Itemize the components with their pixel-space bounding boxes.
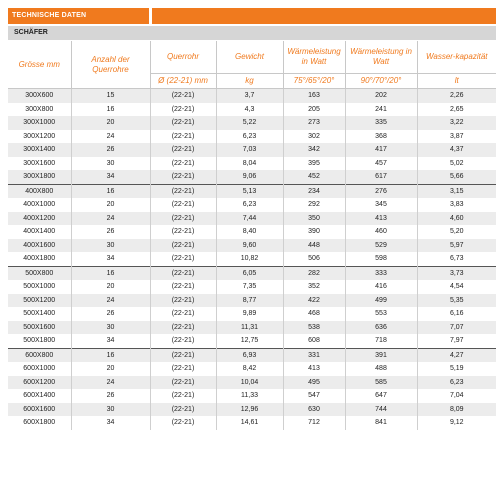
cell-tube: (22-21): [150, 348, 216, 362]
table-row: [8, 184, 496, 198]
cell-size: 600X1000: [8, 362, 71, 376]
title-bar: [8, 8, 496, 24]
cell-output-75: 422: [283, 294, 345, 308]
table-row: [8, 252, 496, 266]
cell-tube-count: 30: [71, 321, 150, 335]
cell-tube: (22-21): [150, 376, 216, 390]
col-header-output-75: Wärmeleistung in Watt: [283, 41, 345, 74]
spec-table-body: [8, 89, 496, 430]
table-row: [8, 157, 496, 171]
cell-output-75: 712: [283, 416, 345, 430]
cell-water-capacity: 5,20: [417, 225, 496, 239]
cell-tube-count: 34: [71, 170, 150, 184]
cell-output-75: 395: [283, 157, 345, 171]
unit-output-90: 90°/70°/20°: [345, 74, 417, 89]
cell-output-75: 538: [283, 321, 345, 335]
cell-weight: 14,61: [216, 416, 283, 430]
cell-size: 400X1200: [8, 212, 71, 226]
table-row: [8, 294, 496, 308]
table-row: [8, 212, 496, 226]
cell-tube: (22-21): [150, 116, 216, 130]
cell-weight: 3,7: [216, 89, 283, 103]
cell-output-75: 630: [283, 403, 345, 417]
table-row: [8, 239, 496, 253]
cell-water-capacity: 3,22: [417, 116, 496, 130]
cell-size: 300X1400: [8, 143, 71, 157]
cell-output-90: 202: [345, 89, 417, 103]
cell-output-90: 617: [345, 170, 417, 184]
table-row: [8, 89, 496, 103]
cell-output-90: 841: [345, 416, 417, 430]
cell-tube-count: 24: [71, 212, 150, 226]
cell-tube-count: 20: [71, 198, 150, 212]
cell-water-capacity: 5,97: [417, 239, 496, 253]
cell-output-90: 368: [345, 130, 417, 144]
cell-tube: (22-21): [150, 184, 216, 198]
col-header-water-capacity: Wasser-kapazität: [417, 41, 496, 74]
cell-size: 300X800: [8, 103, 71, 117]
cell-size: 300X1800: [8, 170, 71, 184]
cell-tube-count: 26: [71, 225, 150, 239]
cell-tube: (22-21): [150, 225, 216, 239]
cell-tube-count: 34: [71, 416, 150, 430]
cell-output-75: 163: [283, 89, 345, 103]
cell-weight: 7,35: [216, 280, 283, 294]
cell-tube-count: 34: [71, 252, 150, 266]
cell-weight: 9,89: [216, 307, 283, 321]
cell-water-capacity: 4,54: [417, 280, 496, 294]
cell-output-90: 585: [345, 376, 417, 390]
cell-tube: (22-21): [150, 198, 216, 212]
cell-weight: 10,82: [216, 252, 283, 266]
cell-water-capacity: 7,97: [417, 334, 496, 348]
cell-output-90: 553: [345, 307, 417, 321]
cell-output-90: 636: [345, 321, 417, 335]
cell-output-90: 276: [345, 184, 417, 198]
cell-tube-count: 34: [71, 334, 150, 348]
cell-water-capacity: 5,02: [417, 157, 496, 171]
cell-tube: (22-21): [150, 157, 216, 171]
cell-tube-count: 20: [71, 362, 150, 376]
cell-weight: 4,3: [216, 103, 283, 117]
cell-output-75: 234: [283, 184, 345, 198]
cell-tube-count: 15: [71, 89, 150, 103]
cell-output-75: 282: [283, 266, 345, 280]
cell-weight: 8,40: [216, 225, 283, 239]
cell-water-capacity: 3,73: [417, 266, 496, 280]
table-row: [8, 198, 496, 212]
cell-output-90: 241: [345, 103, 417, 117]
table-row: [8, 321, 496, 335]
cell-size: 400X800: [8, 184, 71, 198]
cell-output-75: 350: [283, 212, 345, 226]
cell-weight: 7,44: [216, 212, 283, 226]
cell-water-capacity: 3,15: [417, 184, 496, 198]
cell-weight: 7,03: [216, 143, 283, 157]
unit-output-75: 75°/65°/20°: [283, 74, 345, 89]
table-row: [8, 376, 496, 390]
spec-table-header: [8, 41, 496, 89]
cell-output-75: 448: [283, 239, 345, 253]
cell-tube: (22-21): [150, 103, 216, 117]
cell-water-capacity: 3,87: [417, 130, 496, 144]
cell-water-capacity: 2,65: [417, 103, 496, 117]
cell-tube: (22-21): [150, 280, 216, 294]
cell-water-capacity: 5,66: [417, 170, 496, 184]
cell-tube: (22-21): [150, 89, 216, 103]
cell-weight: 5,22: [216, 116, 283, 130]
table-row: [8, 225, 496, 239]
cell-tube: (22-21): [150, 239, 216, 253]
cell-output-90: 416: [345, 280, 417, 294]
cell-size: 400X1400: [8, 225, 71, 239]
table-row: [8, 348, 496, 362]
cell-weight: 8,77: [216, 294, 283, 308]
cell-water-capacity: 5,19: [417, 362, 496, 376]
cell-output-75: 205: [283, 103, 345, 117]
cell-size: 600X1200: [8, 376, 71, 390]
cell-output-75: 390: [283, 225, 345, 239]
title-bar-fill: [152, 8, 496, 24]
cell-output-75: 331: [283, 348, 345, 362]
table-row: [8, 143, 496, 157]
cell-tube: (22-21): [150, 362, 216, 376]
cell-weight: 12,96: [216, 403, 283, 417]
cell-weight: 6,23: [216, 198, 283, 212]
unit-weight: kg: [216, 74, 283, 89]
cell-tube-count: 20: [71, 280, 150, 294]
cell-output-75: 352: [283, 280, 345, 294]
cell-weight: 11,33: [216, 389, 283, 403]
table-row: [8, 280, 496, 294]
cell-output-90: 744: [345, 403, 417, 417]
cell-tube-count: 16: [71, 348, 150, 362]
cell-tube-count: 26: [71, 389, 150, 403]
cell-output-90: 488: [345, 362, 417, 376]
cell-output-90: 413: [345, 212, 417, 226]
cell-tube-count: 26: [71, 307, 150, 321]
cell-tube: (22-21): [150, 170, 216, 184]
cell-output-90: 647: [345, 389, 417, 403]
cell-weight: 12,75: [216, 334, 283, 348]
cell-size: 500X1000: [8, 280, 71, 294]
table-row: [8, 130, 496, 144]
table-row: [8, 116, 496, 130]
cell-tube-count: 30: [71, 157, 150, 171]
cell-weight: 8,04: [216, 157, 283, 171]
cell-tube-count: 16: [71, 184, 150, 198]
col-header-tube-count: Anzahl der Querrohre: [71, 41, 150, 89]
cell-output-75: 302: [283, 130, 345, 144]
cell-tube-count: 30: [71, 239, 150, 253]
cell-output-90: 417: [345, 143, 417, 157]
cell-weight: 6,93: [216, 348, 283, 362]
col-header-tube: Querrohr: [150, 41, 216, 74]
cell-output-75: 547: [283, 389, 345, 403]
cell-output-75: 608: [283, 334, 345, 348]
cell-weight: 6,05: [216, 266, 283, 280]
cell-output-90: 499: [345, 294, 417, 308]
cell-tube-count: 16: [71, 103, 150, 117]
cell-tube: (22-21): [150, 130, 216, 144]
cell-size: 500X1400: [8, 307, 71, 321]
cell-output-90: 335: [345, 116, 417, 130]
cell-tube: (22-21): [150, 321, 216, 335]
cell-water-capacity: 7,07: [417, 321, 496, 335]
table-row: [8, 103, 496, 117]
cell-water-capacity: 8,09: [417, 403, 496, 417]
cell-water-capacity: 4,27: [417, 348, 496, 362]
cell-tube-count: 30: [71, 403, 150, 417]
cell-tube: (22-21): [150, 143, 216, 157]
cell-size: 600X1400: [8, 389, 71, 403]
cell-tube: (22-21): [150, 403, 216, 417]
cell-size: 600X1800: [8, 416, 71, 430]
cell-weight: 5,13: [216, 184, 283, 198]
table-row: [8, 266, 496, 280]
cell-water-capacity: 5,35: [417, 294, 496, 308]
cell-output-90: 457: [345, 157, 417, 171]
cell-size: 300X1000: [8, 116, 71, 130]
cell-tube-count: 24: [71, 376, 150, 390]
cell-size: 600X800: [8, 348, 71, 362]
cell-output-75: 468: [283, 307, 345, 321]
table-row: [8, 307, 496, 321]
cell-output-90: 460: [345, 225, 417, 239]
cell-output-90: 598: [345, 252, 417, 266]
cell-weight: 10,04: [216, 376, 283, 390]
cell-tube-count: 24: [71, 294, 150, 308]
cell-output-75: 413: [283, 362, 345, 376]
cell-tube: (22-21): [150, 252, 216, 266]
cell-tube-count: 24: [71, 130, 150, 144]
cell-size: 300X600: [8, 89, 71, 103]
table-row: [8, 170, 496, 184]
cell-size: 300X1600: [8, 157, 71, 171]
cell-tube: (22-21): [150, 416, 216, 430]
cell-output-90: 529: [345, 239, 417, 253]
table-row: [8, 389, 496, 403]
cell-weight: 9,60: [216, 239, 283, 253]
cell-size: 500X1200: [8, 294, 71, 308]
cell-weight: 6,23: [216, 130, 283, 144]
cell-output-90: 391: [345, 348, 417, 362]
cell-tube-count: 20: [71, 116, 150, 130]
col-header-output-90: Wärmeleistung in Watt: [345, 41, 417, 74]
cell-water-capacity: 2,26: [417, 89, 496, 103]
cell-output-75: 273: [283, 116, 345, 130]
product-name: SCHÄFER: [8, 26, 496, 40]
cell-size: 400X1000: [8, 198, 71, 212]
cell-tube-count: 26: [71, 143, 150, 157]
cell-water-capacity: 6,23: [417, 376, 496, 390]
cell-water-capacity: 6,16: [417, 307, 496, 321]
cell-tube: (22-21): [150, 212, 216, 226]
unit-water-capacity: lt: [417, 74, 496, 89]
cell-output-90: 333: [345, 266, 417, 280]
cell-size: 500X800: [8, 266, 71, 280]
cell-water-capacity: 4,37: [417, 143, 496, 157]
cell-output-75: 342: [283, 143, 345, 157]
cell-water-capacity: 9,12: [417, 416, 496, 430]
cell-water-capacity: 7,04: [417, 389, 496, 403]
cell-tube: (22-21): [150, 294, 216, 308]
cell-output-90: 718: [345, 334, 417, 348]
cell-size: 300X1200: [8, 130, 71, 144]
cell-water-capacity: 3,83: [417, 198, 496, 212]
col-header-size: Grösse mm: [8, 41, 71, 89]
cell-output-75: 495: [283, 376, 345, 390]
table-row: [8, 334, 496, 348]
cell-output-75: 506: [283, 252, 345, 266]
unit-tube: Ø (22-21) mm: [150, 74, 216, 89]
cell-weight: 11,31: [216, 321, 283, 335]
cell-size: 600X1600: [8, 403, 71, 417]
cell-tube-count: 16: [71, 266, 150, 280]
cell-output-75: 292: [283, 198, 345, 212]
table-row: [8, 416, 496, 430]
cell-weight: 8,42: [216, 362, 283, 376]
cell-tube: (22-21): [150, 334, 216, 348]
header-row-labels: [8, 41, 496, 74]
cell-output-90: 345: [345, 198, 417, 212]
cell-size: 500X1800: [8, 334, 71, 348]
cell-tube: (22-21): [150, 266, 216, 280]
cell-tube: (22-21): [150, 389, 216, 403]
cell-tube: (22-21): [150, 307, 216, 321]
cell-size: 400X1800: [8, 252, 71, 266]
cell-size: 500X1600: [8, 321, 71, 335]
cell-output-75: 452: [283, 170, 345, 184]
cell-water-capacity: 4,60: [417, 212, 496, 226]
cell-size: 400X1600: [8, 239, 71, 253]
table-row: [8, 403, 496, 417]
col-header-weight: Gewicht: [216, 41, 283, 74]
table-row: [8, 362, 496, 376]
cell-water-capacity: 6,73: [417, 252, 496, 266]
sheet-title: TECHNISCHE DATEN: [8, 8, 149, 24]
spec-table: [8, 41, 496, 430]
cell-weight: 9,06: [216, 170, 283, 184]
